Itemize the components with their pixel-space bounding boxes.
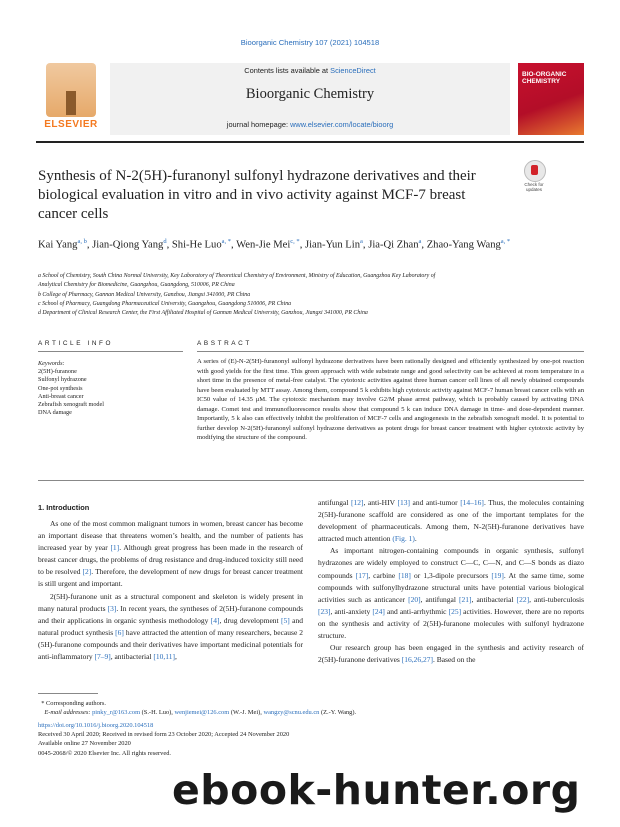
right-column: [318, 497, 584, 666]
affiliation-line: Analytical Chemistry for Biomedicine, Guangzhou, Guangdong, 510006, PR China: [38, 282, 235, 289]
author-name[interactable]: Jian-Qiong Yang: [92, 239, 164, 251]
reference-link[interactable]: [14–16]: [460, 498, 484, 507]
reference-link[interactable]: [13]: [397, 498, 410, 507]
homepage-prefix: journal homepage:: [226, 120, 289, 129]
article-title: Synthesis of N-2(5H)-furanonyl sulfonyl hydrazone derivatives and their biological evaluation in vitro and in vivo activity against MCF-7 breast cancer cells: [38, 168, 476, 222]
affiliation-line: d Department of Clinical Research Center, the First Affiliated Hospital of Gannan Medical University, Ganzhou, Jiangxi 341000, PR China: [38, 310, 368, 317]
elsevier-logo: [38, 63, 104, 135]
author-affiliation-marker[interactable]: a: [360, 238, 363, 245]
reference-link[interactable]: [20]: [408, 594, 421, 604]
left-column: [38, 518, 303, 663]
abstract-divider: [197, 351, 584, 352]
author-affiliation-marker[interactable]: d: [163, 238, 167, 245]
paragraph: Our research group has been engaged in the synthesis and activity research of 2(5H)-furanone derivatives [16,26,27]. Based on the: [318, 643, 584, 665]
reference-link[interactable]: [4]: [210, 615, 220, 625]
author-affiliation-marker[interactable]: a, *: [221, 238, 232, 245]
keyword: One-pot synthesis: [38, 384, 83, 392]
email-link[interactable]: pinky_r@163.com: [92, 709, 141, 717]
abstract-heading: ABSTRACT: [197, 340, 252, 347]
author-name[interactable]: Zhao-Yang Wang: [426, 239, 501, 251]
body-divider: [38, 480, 584, 481]
author-affiliation-marker[interactable]: a, *: [500, 238, 511, 245]
check-updates-icon: [524, 160, 546, 182]
journal-cover-image: [518, 63, 584, 135]
corresponding-note: * Corresponding authors.: [41, 700, 106, 707]
reference-link[interactable]: [1]: [110, 543, 120, 553]
footnotes: [38, 699, 578, 718]
author-separator: ,: [362, 239, 369, 251]
reference-link[interactable]: [10,11]: [153, 652, 175, 662]
reference-link[interactable]: [23]: [318, 606, 331, 616]
check-for-updates-button[interactable]: [519, 160, 549, 194]
reference-link[interactable]: [5]: [281, 615, 290, 625]
affiliations: [38, 272, 578, 318]
reference-link[interactable]: [22]: [516, 594, 530, 604]
article-info-divider: [38, 351, 183, 352]
author-name[interactable]: Jian-Yun Lin: [304, 239, 361, 251]
reference-link[interactable]: [25]: [448, 606, 462, 616]
figure-link[interactable]: (Fig. 1): [392, 534, 415, 544]
paragraph: antifungal [12], anti-HIV [13] and anti-tumor [14–16]. Thus, the molecules containing 2(5H)-furanone scaffold are considered as one of the important templates for the development of pharmaceuticals. Among them, N-2(5H)-furanone derivatives have attracted much attention (Fig. 1).: [318, 498, 585, 544]
paragraph: As one of the most common malignant tumors in women, breast cancer has become an important disease that threatens women’s health, and the number of patients has increased year by year [1]. Although great progress has been made in the research of breast cancer drugs, the problems of drug resistance and drug-induced toxicity still need to be resolved [2]. Therefore, the development of new drugs for breast cancer treatment is still urgent and important.: [38, 519, 304, 589]
sciencedirect-link[interactable]: ScienceDirect: [330, 66, 376, 75]
reference-link[interactable]: [17]: [355, 570, 369, 580]
email-link[interactable]: wangzy@scnu.edu.cn: [263, 709, 320, 717]
reference-link[interactable]: [18]: [398, 570, 411, 580]
paragraph: As important nitrogen-containing compounds in organic synthesis, sulfonyl hydrazones are widely employed to construct C—C, C—N, and C—S bonds as diazo compounds [17], carbine [18] or 1,3-dipole precursors [19]. At the same time, some compounds with sulfonylhydrazone structural units have potential various biological activities such as anticancer [20], antifungal [21], antibacterial [22], anti-tuberculosis [23], anti-anxiety [24] and anti-arrhythmic [25] activities. However, there are no reports on the synthesis and activity of 2(5H)-furanone molecules with sulfonyl hydrazone structure.: [318, 546, 585, 641]
homepage-line: [110, 120, 510, 129]
reference-link[interactable]: [2]: [82, 567, 92, 577]
journal-citation-link[interactable]: Bioorganic Chemistry 107 (2021) 104518: [240, 38, 380, 47]
author-affiliation-marker[interactable]: c, *: [290, 238, 300, 245]
header-divider: [36, 141, 584, 143]
email-line: E-mail addresses: pinky_r@163.com (S.-H. Luo), wenjiemei@126.com (W.-J. Mei), wangzy@scnu.edu.cn (Z.-Y. Wang).: [44, 709, 357, 717]
author-separator: ,: [166, 239, 172, 251]
publisher-name: ELSEVIER: [44, 119, 98, 130]
keyword: 2(5H)-furanone: [38, 368, 77, 376]
article-metadata: [38, 721, 578, 758]
reference-link[interactable]: [6]: [115, 627, 124, 637]
email-link[interactable]: wenjiemei@126.com: [174, 709, 230, 717]
author-separator: ,: [231, 239, 237, 251]
reference-link[interactable]: [24]: [372, 606, 385, 616]
author-name[interactable]: Wen-Jie Mei: [236, 239, 291, 251]
author-name[interactable]: Kai Yang: [38, 239, 78, 251]
received-dates: Received 30 April 2020; Received in revised form 23 October 2020; Accepted 24 November 2020: [38, 731, 290, 739]
reference-link[interactable]: [21]: [459, 594, 472, 604]
article-info-heading: ARTICLE INFO: [38, 340, 114, 347]
keyword: DNA damage: [38, 409, 72, 417]
author-name[interactable]: Shi-He Luo: [171, 239, 222, 251]
author-affiliation-marker[interactable]: a, b: [77, 238, 87, 245]
author-separator: ,: [421, 239, 427, 251]
abstract-text: A series of (E)-N-2(5H)-furanonyl sulfonyl hydrazone derivatives have been rationally designed and efficiently synthesized by one-pot reaction with good yields for the first time. This green approach with wide substrate range and good selectivity can be achieved at room temperature in a short time in the presence of metal-free catalyst. The cytotoxic activities against three human cancer cell lines of all newly obtained compounds have been evaluated by MTT assay. Among them, compound 5 k exhibits high cytotoxic activity against MCF-7 human breast cancer cells with an IC50 value of 14.35 μM. The cytotoxic mechanism may involve G2/M phase arrest pathway, which is probably caused by activating DNA damage. Comet test and immunofluorescence results show that compound 5 k can induce DNA damage in time- and dose-dependent manner. Importantly, 5 k also can effectively inhibit the proliferation of MCF-7 cells and angiogenesis in the zebrafish xenograft model. It is potential to further develop N-2(5H)-furanonyl sulfonyl hydrazone derivatives as potent drugs for breast cancer treatment with higher cytotoxic activity by modifying the structure of the compound.: [197, 358, 584, 442]
contents-line: [110, 66, 510, 75]
reference-link[interactable]: [3]: [107, 603, 117, 613]
cover-title: BIO-ORGANIC CHEMISTRY: [522, 71, 567, 86]
author-separator: ,: [86, 239, 93, 251]
reference-link[interactable]: [12]: [351, 498, 364, 507]
author-separator: ,: [299, 239, 305, 251]
author-list: [38, 234, 558, 254]
contents-prefix: Contents lists available at: [244, 66, 329, 75]
watermark: ebook-hunter.org: [172, 766, 581, 814]
paragraph: 2(5H)-furanone unit as a structural component and skeleton is widely present in many natural products [3]. In recent years, the syntheses of 2(5H)-furanone compounds and their applications in organic synthesis methodology [4], drug development [5] and natural product synthesis [6] have attracted the attention of many researchers, because 2 (5H)-furanone compounds and their derivatives have important medicinal potentials for anti-inflammatory [7–9], antibacterial [10,11],: [38, 591, 304, 662]
affiliation-line: c School of Pharmacy, Guangdong Pharmaceutical University, Guangzhou, Guangdong 510006, PR China: [38, 300, 292, 307]
doi-link[interactable]: https://doi.org/10.1016/j.bioorg.2020.104518: [38, 722, 154, 729]
keywords-heading: Keywords:: [38, 360, 65, 367]
author-affiliation-marker[interactable]: a: [418, 238, 422, 245]
affiliation-line: a School of Chemistry, South China Normal University, Key Laboratory of Theoretical Chemistry of Environment, Ministry of Education, Guangzhou Key Laboratory of: [38, 273, 436, 279]
author-name[interactable]: Jia-Qi Zhan: [368, 239, 419, 251]
reference-link[interactable]: [16,26,27]: [401, 655, 433, 665]
keyword: Sulfonyl hydrazone: [38, 376, 87, 384]
keyword: Anti-breast cancer: [38, 392, 84, 400]
introduction-heading: 1. Introduction: [38, 503, 90, 512]
elsevier-tree-icon: [46, 63, 96, 117]
check-updates-label: Check for updates: [524, 182, 544, 192]
keywords-block: [38, 360, 183, 417]
copyright: 0045-2068/© 2020 Elsevier Inc. All rights reserved.: [38, 749, 171, 757]
journal-title: Bioorganic Chemistry: [245, 86, 375, 102]
homepage-link[interactable]: www.elsevier.com/locate/bioorg: [290, 120, 394, 129]
reference-link[interactable]: [7–9]: [94, 652, 111, 662]
online-date: Available online 27 November 2020: [38, 740, 131, 748]
keyword: Zebrafish xenograft model: [38, 401, 104, 409]
footnote-divider: [38, 693, 98, 694]
affiliation-line: b College of Pharmacy, Gannan Medical University, Ganzhou, Jiangxi 341000, PR China: [38, 291, 251, 298]
reference-link[interactable]: [19]: [491, 570, 504, 580]
